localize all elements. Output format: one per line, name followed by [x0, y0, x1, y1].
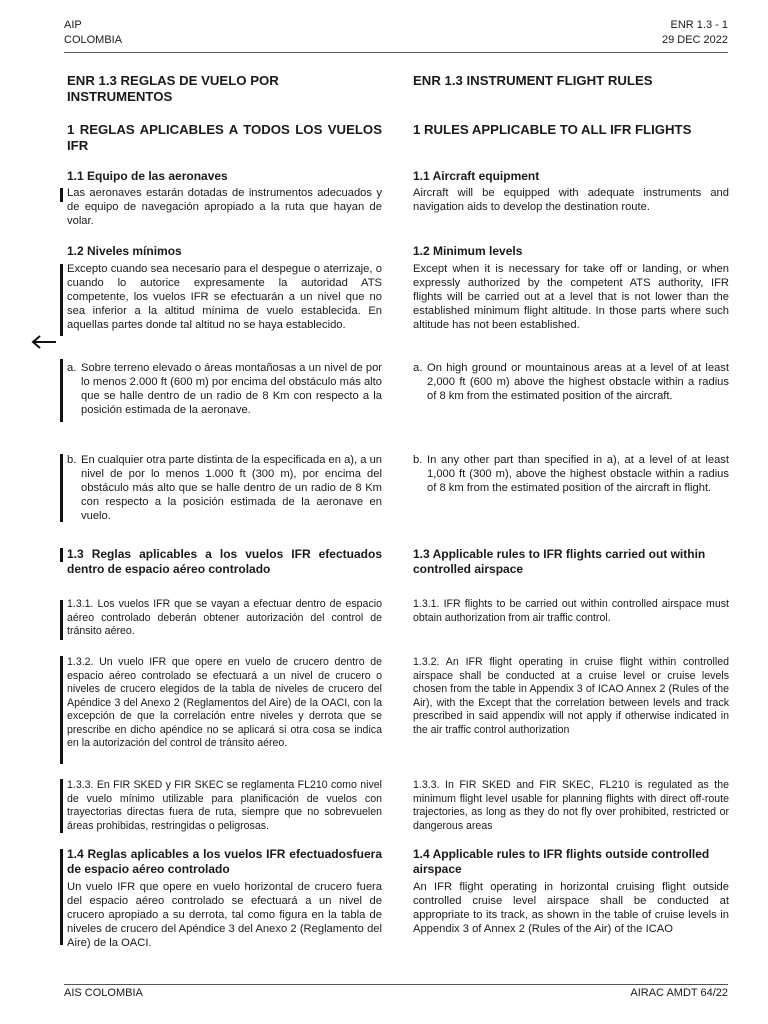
es-section-1-3-3: 1.3.3. En FIR SKED y FIR SKEC se reglamenta FL210 como nivel de vuelo mínimo utilizable para planificación de vuelos con trayectorias directas fuera de ruta, siempre que no sobrevuelen áreas prohibidas, restringidas o peligrosas. [67, 779, 382, 832]
header-date: 29 DEC 2022 [661, 34, 728, 46]
en-section-1-4-title: 1.4 Applicable rules to IFR flights outside controlled airspace [413, 847, 710, 876]
es-item-b [67, 453, 382, 523]
en-item-b [413, 453, 729, 495]
en-section-1-1-body: Aircraft will be equipped with adequate instruments and navigation aids to develop the destination route. [413, 187, 729, 213]
change-bar [60, 779, 63, 833]
list-text: In any other part than specified in a), at a level of at least 1,000 ft (300 m), above the highest obstacle within a radius of 8 km from the estimated position of the aircraft in flight. [427, 454, 729, 494]
header-rule [64, 52, 728, 53]
change-bar [60, 359, 63, 422]
change-bar [60, 656, 63, 764]
es-section-1-1-title: 1.1 Equipo de las aeronaves [67, 169, 228, 183]
en-section-1-3-2: 1.3.2. An IFR flight operating in cruise flight within controlled airspace shall be conducted at a cruise level or cruise levels chosen from the table in Appendix 3 of ICAO Annex 2 (Rules of the Air), with the Except that the correlation between levels and track prescribed in said appendix will not apply if otherwise indicated in the air traffic control authorization [413, 656, 729, 736]
header-left [64, 18, 122, 48]
en-section-1-4-body: An IFR flight operating in horizontal cruising flight outside controlled cruise level airspace shall be conducted at appropriate to its track, as shown in the table of cruise levels in Appendix 3 of Annex 2 (Rules of the Air) of the ICAO [413, 881, 729, 935]
en-section-1-1-title: 1.1 Aircraft equipment [413, 169, 540, 183]
es-section-1-2-body: Excepto cuando sea necesario para el despegue o aterrizaje, o cuando lo autorice expresamente la autoridad ATS competente, los vuelos IFR se efectuarán a un nivel que no sea inferior a la altitud mínima de vuelo establecida. En aquellas partes donde tal altitud no se haya establecido. [67, 263, 382, 331]
en-section-1-2-title: 1.2 Minimum levels [413, 244, 523, 258]
change-bar [60, 849, 63, 945]
footer-left: AIS COLOMBIA [64, 987, 143, 999]
en-section-1-title: 1 RULES APPLICABLE TO ALL IFR FLIGHTS [413, 122, 692, 137]
change-bar [60, 548, 63, 562]
header-country: COLOMBIA [64, 34, 123, 46]
es-section-1-2-title: 1.2 Niveles mínimos [67, 244, 182, 258]
change-bar [60, 600, 63, 640]
list-label: a. [413, 362, 423, 374]
en-section-1-3-title: 1.3 Applicable rules to IFR flights carried out within controlled airspace [413, 547, 706, 576]
list-text: On high ground or mountainous areas at a level of at least 2,000 ft (600 m) above the highest obstacle within a radius of 8 km from the estimated position of the aircraft. [427, 362, 729, 402]
change-bar [60, 454, 63, 522]
change-bar [60, 264, 63, 336]
arrow-left-icon [30, 334, 56, 350]
es-section-1-4-title: 1.4 Reglas aplicables a los vuelos IFR efectuadosfuera de espacio aéreo controlado [67, 847, 382, 876]
es-section-1-3-title: 1.3 Reglas aplicables a los vuelos IFR efectuados dentro de espacio aéreo controlado [67, 547, 382, 576]
es-section-1-1-body: Las aeronaves estarán dotadas de instrumentos adecuados y de equipo de navegación apropiado a la ruta que hayan de volar. [67, 187, 382, 227]
header-page-ref: ENR 1.3 - 1 [670, 19, 728, 31]
list-label: b. [67, 454, 77, 466]
es-chapter-title: ENR 1.3 REGLAS DE VUELO POR INSTRUMENTOS [67, 73, 279, 104]
es-section-1-3-2: 1.3.2. Un vuelo IFR que opere en vuelo de crucero dentro de espacio aéreo controlado se efectuará a un nivel de crucero o niveles de crucero elegidos de la tabla de niveles de crucero del Apéndice 3 del Anexo 2 (Reglamentos del Aire) de la OACI, con la excepción de que la correlación entre niveles y derrota que se prescribe en dicho apéndice no se aplicará si otra cosa se indica en la autorización del control de tránsito aéreo. [67, 656, 382, 749]
list-label: b. [413, 454, 423, 466]
change-bar [60, 188, 63, 202]
en-chapter-title: ENR 1.3 INSTRUMENT FLIGHT RULES [413, 73, 653, 88]
es-section-1-3-1: 1.3.1. Los vuelos IFR que se vayan a efectuar dentro de espacio aéreo controlado deberán obtener autorización del control de tránsito aéreo. [67, 598, 382, 637]
footer-rule [64, 984, 728, 985]
es-section-1-title: 1 REGLAS APLICABLES A TODOS LOS VUELOS IFR [67, 122, 382, 153]
en-section-1-3-3: 1.3.3. In FIR SKED and FIR SKEC, FL210 is regulated as the minimum flight level usable for planning flights with direct off-route trajectories, as long as they do not fly over prohibited, restricted or dangerous areas [413, 779, 729, 832]
en-section-1-3-1: 1.3.1. IFR flights to be carried out within controlled airspace must obtain authorization from air traffic control. [413, 598, 729, 624]
list-text: Sobre terreno elevado o áreas montañosas a un nivel de por lo menos 2.000 ft (600 m) por encima del obstáculo más alto que se halle dentro de un radio de 8 Km con respecto a la posición estimada de la aeronave. [81, 362, 383, 416]
list-label: a. [67, 362, 77, 374]
en-item-a [413, 361, 729, 403]
es-item-a [67, 361, 382, 417]
header-right [662, 18, 728, 48]
es-section-1-4-body: Un vuelo IFR que opere en vuelo horizontal de crucero fuera del espacio aéreo controlado se efectuará a un nivel de crucero apropiado a su derrota, tal como figura en la tabla de niveles de crucero del Apéndice 3 del Anexo 2 (Reglamento del Aire) de la OACI. [67, 881, 382, 949]
en-section-1-2-body: Except when it is necessary for take off or landing, or when expressly authorized by the competent ATS authority, IFR flights will be carried out at a level that is not lower than the established minimum flight altitude. In those parts where such altitude has not been established. [413, 263, 729, 331]
footer-right: AIRAC AMDT 64/22 [630, 987, 728, 999]
header-aip: AIP [64, 19, 82, 31]
list-text: En cualquier otra parte distinta de la especificada en a), a un nivel de por lo menos 1.000 ft (300 m), por encima del obstáculo más alto que se halle dentro de un radio de 8 Km con respecto a la posición estimada de la aeronave en vuelo. [81, 454, 383, 522]
